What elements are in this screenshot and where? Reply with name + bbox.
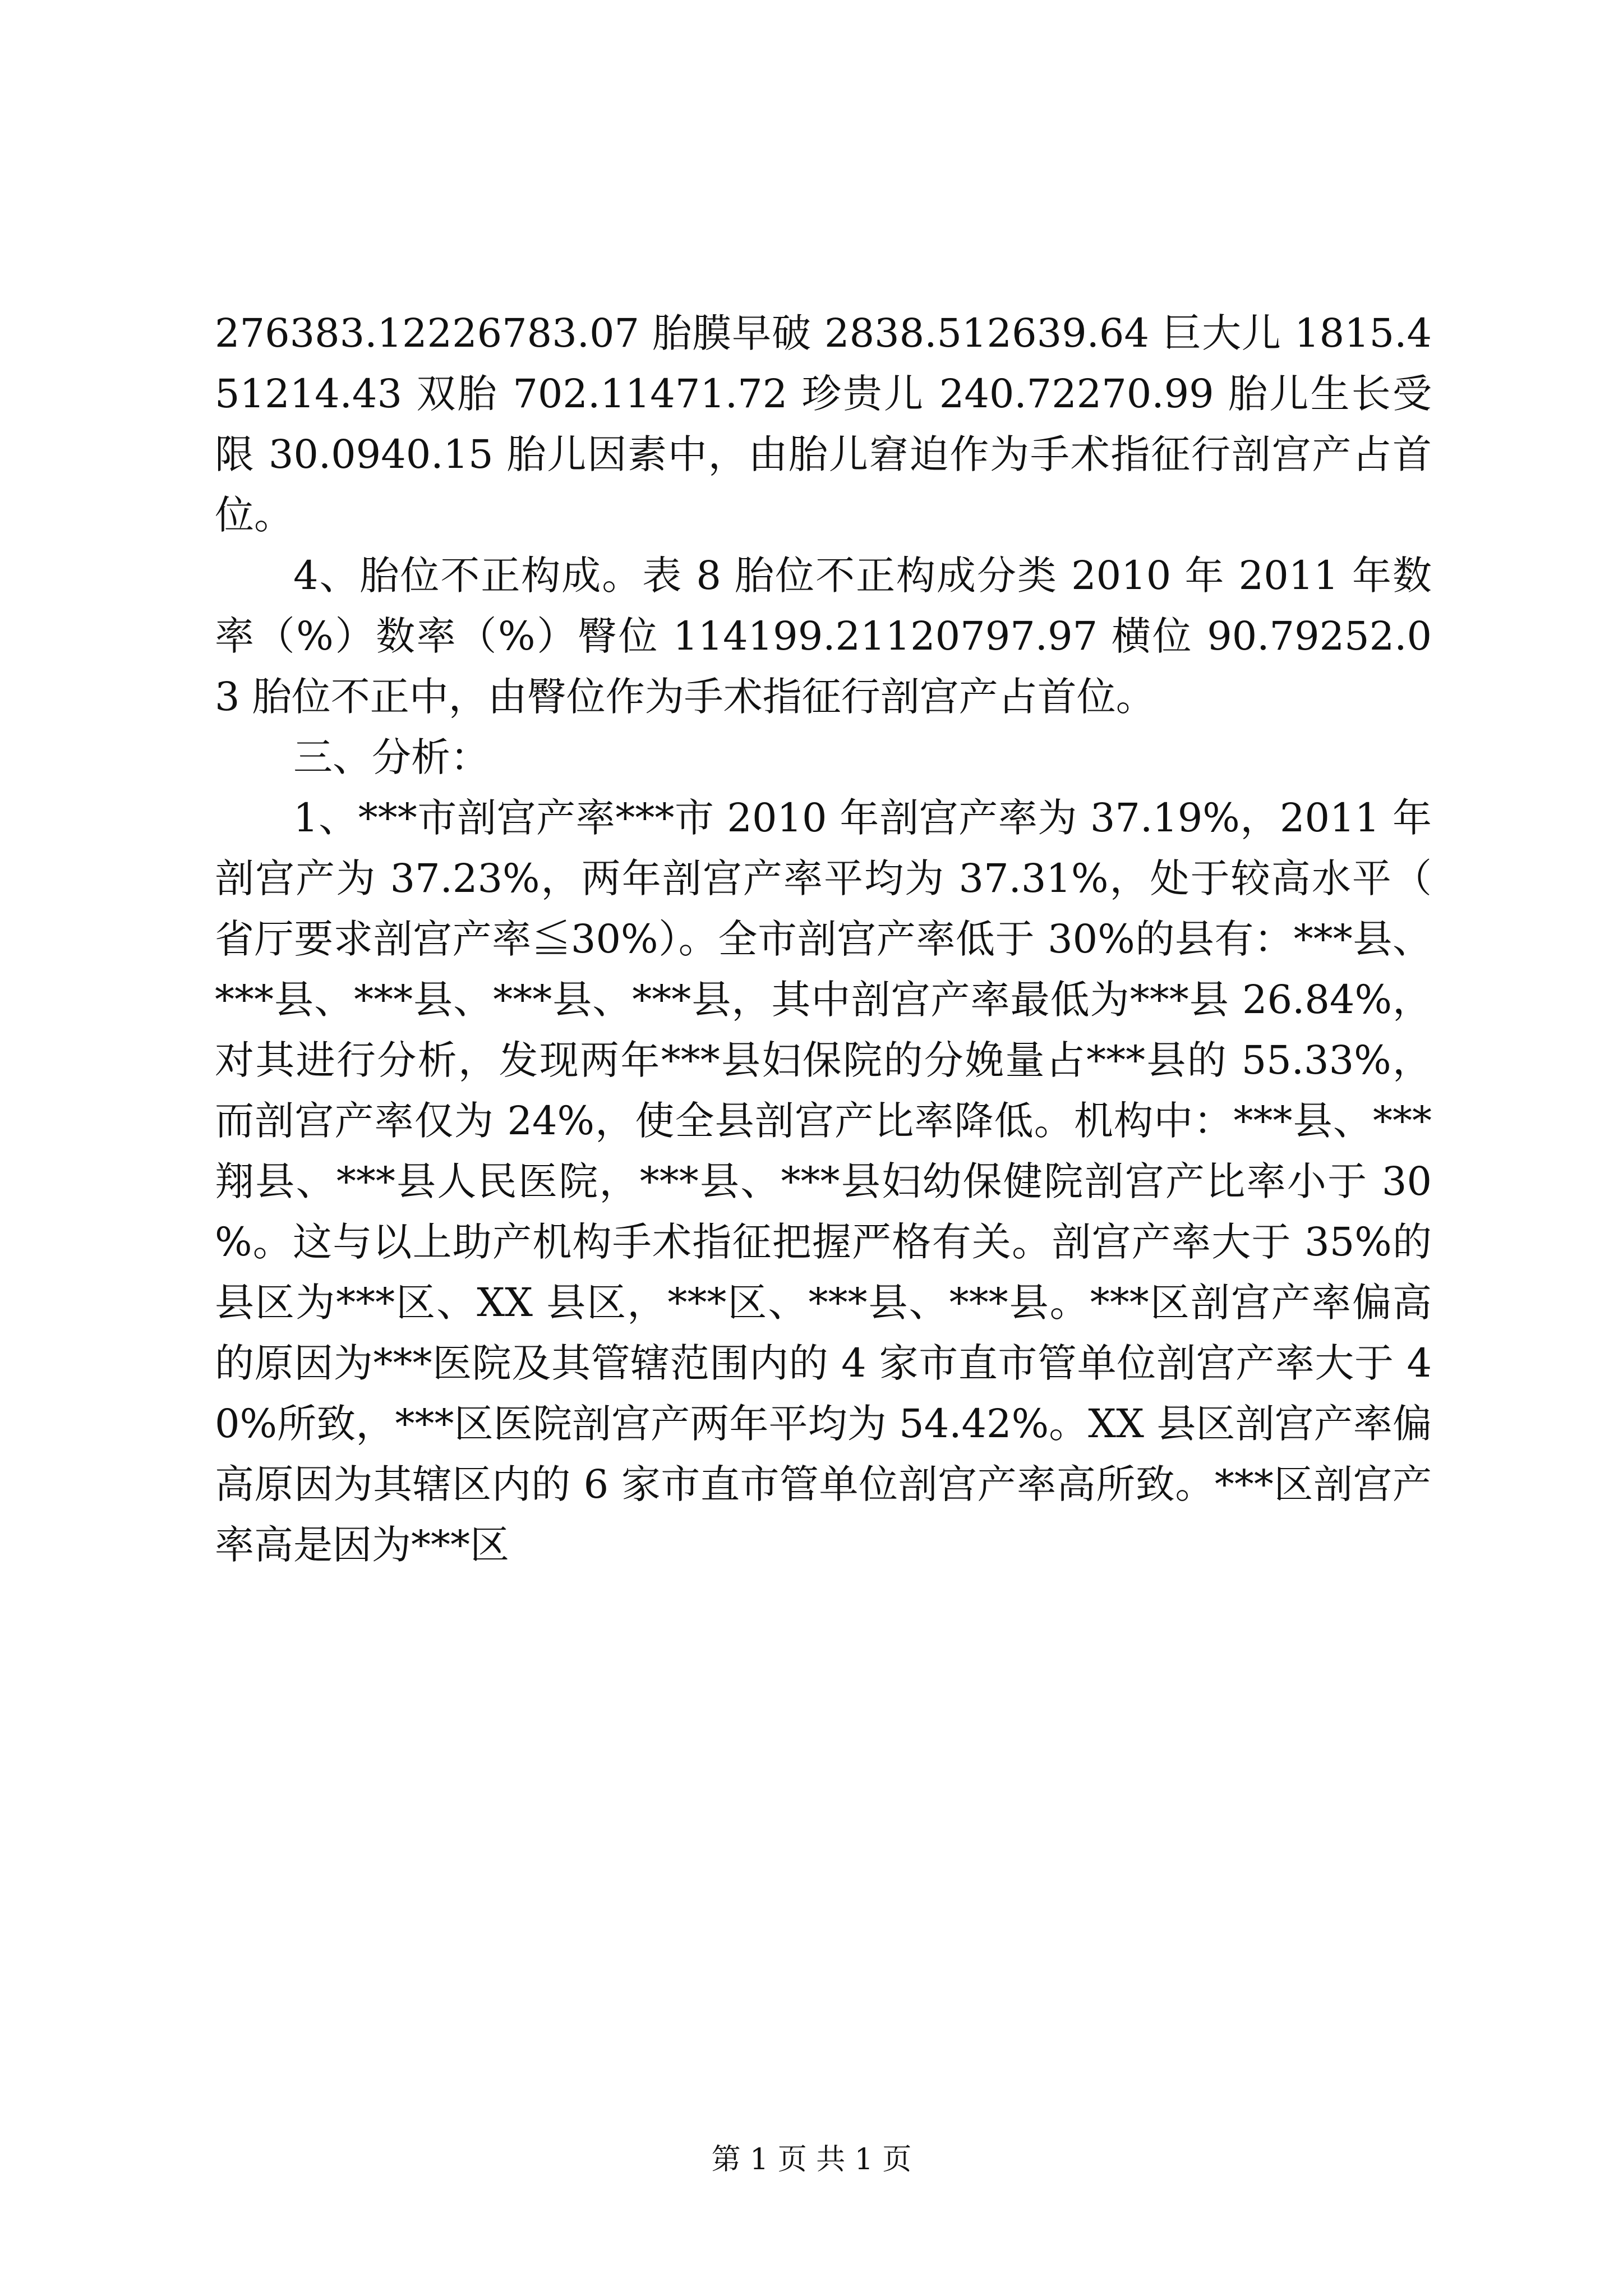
section-heading-analysis: 三、分析： <box>293 734 490 780</box>
page-footer: 第 1 页 共 1 页 <box>711 2143 912 2177</box>
paragraph-fetal-factors: 276383.12226783.07 胎膜早破 2838.512639.64 巨大儿 1815.451214.43 双胎 702.11471.72 珍贵儿 240.72270.99 胎儿生长受限 30.0940.15 胎儿因素中，由胎儿窘迫作为手术指征行剖宫产占首位。 <box>215 310 1432 538</box>
paragraph-city-cesarean-rate: 1、***市剖宫产率***市 2010 年剖宫产率为 37.19%，2011 年剖宫产为 37.23%，两年剖宫产率平均为 37.31%，处于较高水平（省厅要求剖宫产率≦30%）。全市剖宫产率低于 30%的县有：***县、***县、***县、***县、***县，其中剖宫产率最低为***县 26.84%，对其进行分析，发现两年***县妇保院的分娩量占***县的 55.33%，而剖宫产率仅为 24%，使全县剖宫产比率降低。机构中：***县、***翔县、***县人民医院，***县、***县妇幼保健院剖宫产比率小于 30%。这与以上助产机构手术指征把握严格有关。剖宫产率大于 35%的县区为***区、XX 县区，***区、***县、***县。***区剖宫产率偏高的原因为***医院及其管辖范围内的 4 家市直市管单位剖宫产率大于 40%所致，***区医院剖宫产两年平均为 54.42%。XX 县区剖宫产率偏高原因为其辖区内的 6 家市直市管单位剖宫产率高所致。***区剖宫产率高是因为***区 <box>215 795 1432 1568</box>
document-body <box>215 303 1432 1575</box>
paragraph-fetal-position: 4、胎位不正构成。表 8 胎位不正构成分类 2010 年 2011 年数率（%）数率（%）臀位 114199.21120797.97 横位 90.79252.03 胎位不正中，由臀位作为手术指征行剖宫产占首位。 <box>215 553 1432 720</box>
